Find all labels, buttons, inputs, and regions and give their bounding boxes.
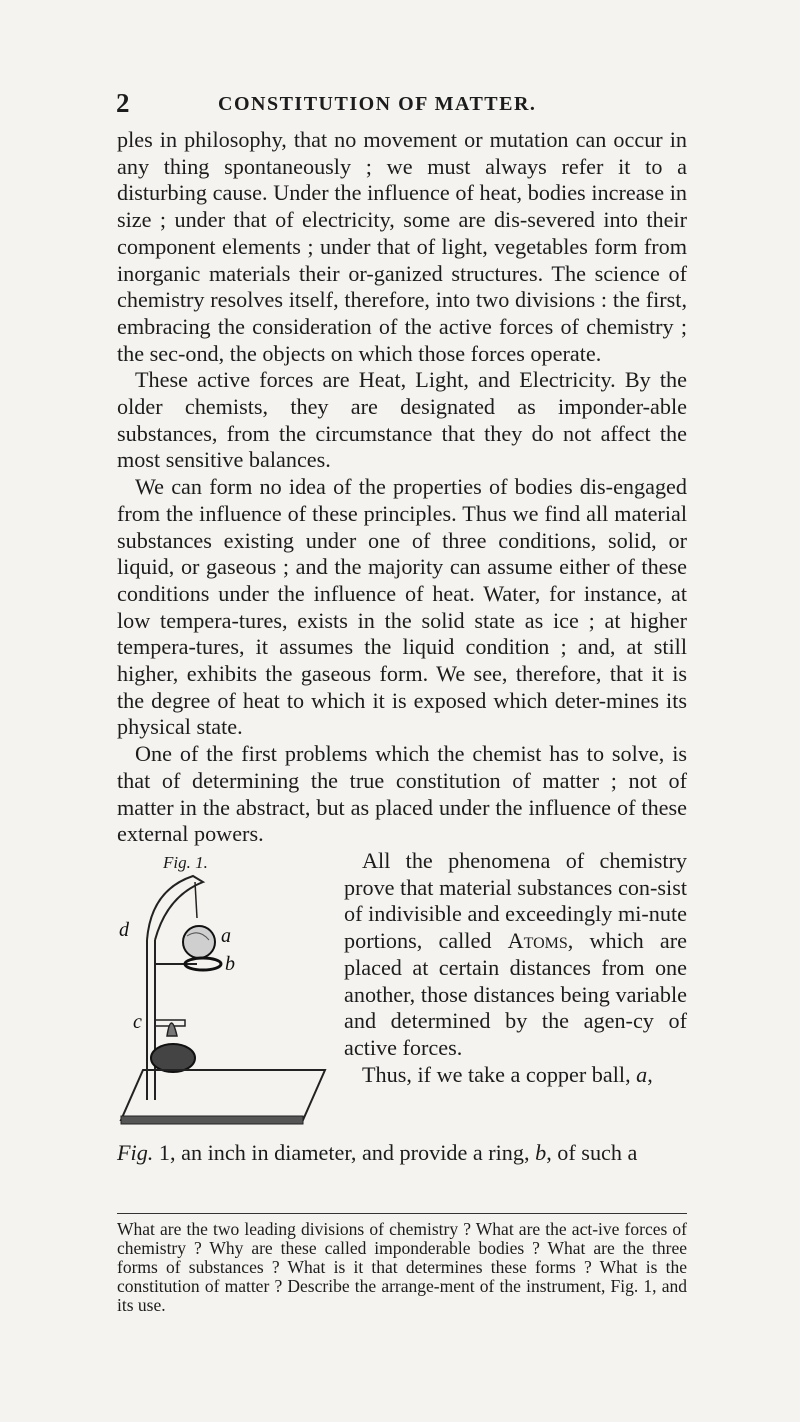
footnote-rule xyxy=(117,1213,687,1214)
stand-base xyxy=(121,1070,325,1120)
lamp-flame-c xyxy=(167,1023,177,1036)
figure-1 xyxy=(117,848,332,1140)
fig-ref-italic: Fig. xyxy=(117,1139,154,1165)
running-head: CONSTITUTION OF MATTER. xyxy=(218,93,537,115)
study-questions: What are the two leading divisions of chemistry ? What are the act-ive forces of chemistry ? Why are these called imponderable bodies ? What are the three forms of substances ? What is it that determines these forms ? What is the constitution of matter ? Describe the arrange-ment of the instrument, Fig. 1, and its use. xyxy=(117,1219,687,1315)
paragraph-3: We can form no idea of the properties of bodies dis-engaged from the influence of these principles. Thus we find all material substances existing under one of three conditions, solid, or liquid, or gaseous ; and the majority can assume either of these conditions under the influence of heat. Water, for instance, at low tempera-tures, exists in the solid state as ice ; at higher tempera-tures, it assumes the liquid condition ; and, at still higher, exhibits the gaseous form. We see, therefore, that it is the degree of heat to which it is exposed which deter-mines its physical state. xyxy=(117,474,687,740)
atoms-term: Atoms xyxy=(507,928,568,954)
ball-chain xyxy=(195,882,197,918)
body-text xyxy=(117,127,687,1167)
paragraph-1: ples in philosophy, that no movement or mutation can occur in any thing spontaneously ; we must always refer it to a disturbing cause. Under the influence of heat, bodies increase in size ; under that of electricity, some are dis-severed into their component elements ; under that of light, vegetables form from inorganic materials their or-ganized structures. The science of chemistry resolves itself, therefore, into two divisions : the first, embracing the consideration of the active forces of chemistry ; the sec-ond, the objects on which those forces operate. xyxy=(117,127,687,366)
figure-letter-a: a xyxy=(221,924,231,947)
fig-reference-line xyxy=(117,1140,687,1167)
fig-ref-end: , of such a xyxy=(546,1139,638,1165)
thus-text-2: , xyxy=(647,1061,653,1087)
atoms-text-2: , which are placed at certain distances from one another, those distances being variable and determined by the agen-cy of active forces. xyxy=(344,928,687,1060)
lamp-body xyxy=(151,1044,195,1072)
figure-letter-c: c xyxy=(133,1010,142,1033)
atoms-text-1: All the phenomena of chemistry prove that material substances con-sist of indivisible and exceedingly mi-nute portions, called xyxy=(344,847,687,954)
fig-ref-b: b xyxy=(535,1139,547,1165)
base-edge xyxy=(121,1116,303,1124)
paragraph-4: One of the first problems which the chemist has to solve, is that of determining the true constitution of matter ; not of matter in the abstract, but as placed under the influence of these external powers. xyxy=(117,741,687,847)
paragraph-2: These active forces are Heat, Light, and Electricity. By the older chemists, they are designated as imponder-able substances, from the circumstance that they do not affect the most sensitive balances. xyxy=(117,367,687,473)
figure-label: Fig. 1. xyxy=(163,852,208,872)
figure-illustration xyxy=(117,870,332,1140)
copper-ball-a xyxy=(183,926,215,958)
page-number: 2 xyxy=(116,88,130,118)
thus-letter-a: a xyxy=(636,1061,648,1087)
thus-text-1: Thus, if we take a copper ball, xyxy=(362,1061,637,1087)
fig-ref-text: 1, an inch in diameter, and provide a ring, xyxy=(153,1139,536,1165)
figure-letter-b: b xyxy=(225,952,235,975)
figure-letter-d: d xyxy=(119,918,129,941)
